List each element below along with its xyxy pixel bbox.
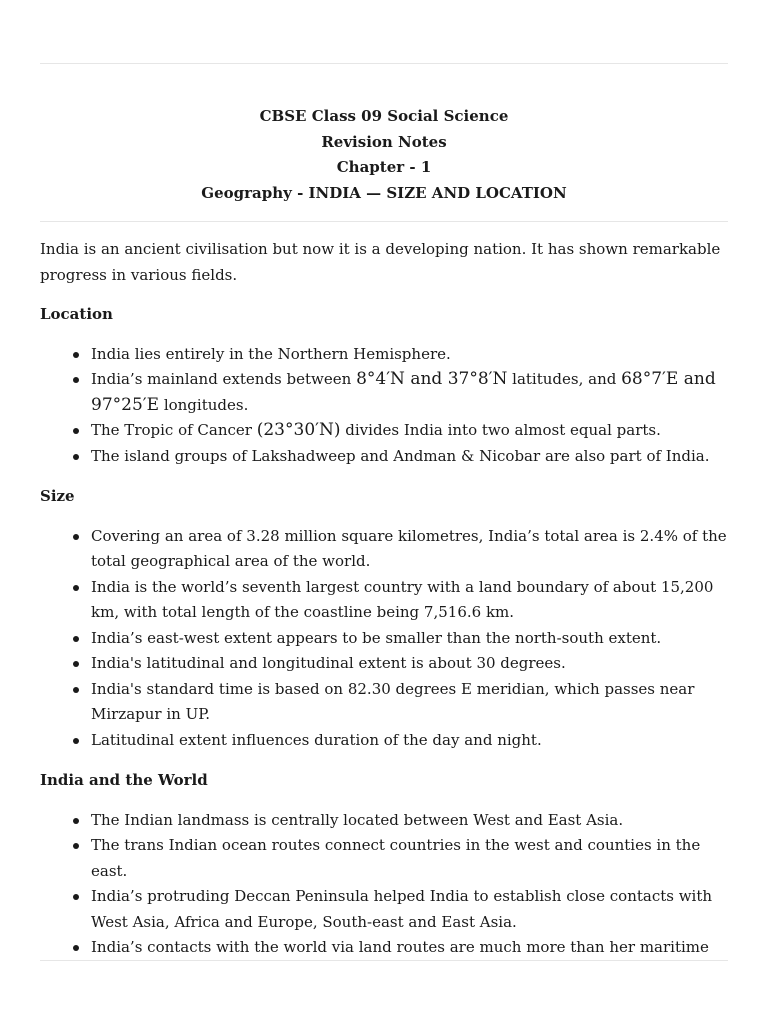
list-item-text: India lies entirely in the Northern Hemisphere. (91, 344, 451, 363)
longitude-range: 68°7′E and 97°25′E (91, 369, 716, 415)
list-item-text: India’s mainland extends between (91, 370, 357, 388)
list-item: India’s contacts with the world via land routes are much more than her maritime (91, 935, 728, 961)
header-subtitle: Revision Notes (321, 132, 447, 151)
list-item: India's standard time is based on 82.30 degrees E meridian, which passes near Mirzapur in UP. (91, 677, 728, 728)
list-item (91, 418, 728, 444)
list-item: Covering an area of 3.28 million square kilometres, India’s total area is 2.4% of the total geographical area of the world. (91, 524, 728, 575)
list-item-text: The island groups of Lakshadweep and Andman & Nicobar are also part of India. (91, 446, 710, 465)
top-divider (40, 63, 728, 64)
list-item-text: latitudes, and (507, 370, 622, 388)
list-item (91, 342, 728, 368)
list-item: India is the world’s seventh largest country with a land boundary of about 15,200 km, with total length of the coastline being 7,516.6 km. (91, 575, 728, 626)
list-item: The Indian landmass is centrally located between West and East Asia. (91, 808, 728, 834)
list-item: India's latitudinal and longitudinal extent is about 30 degrees. (91, 651, 728, 677)
location-list (40, 342, 728, 470)
section-heading-world: India and the World (40, 771, 208, 789)
document-body (40, 237, 728, 976)
list-item: The trans Indian ocean routes connect countries in the west and counties in the east. (91, 833, 728, 884)
header-class-title: CBSE Class 09 Social Science (259, 107, 509, 125)
list-item-text: The Tropic of Cancer (91, 421, 257, 439)
bottom-divider (40, 960, 728, 961)
tropic-latitude: (23°30′N) (256, 420, 341, 440)
section-heading-location: Location (40, 305, 113, 323)
document-header (40, 104, 728, 206)
header-divider (40, 221, 728, 222)
intro-paragraph: India is an ancient civilisation but now it is a developing nation. It has shown remarkable progress in various fields. (40, 240, 721, 284)
list-item-text: divides India into two almost equal parts. (340, 421, 661, 439)
list-item: Latitudinal extent influences duration of the day and night. (91, 728, 728, 754)
world-list (40, 808, 728, 961)
list-item (91, 367, 728, 418)
list-item: India’s protruding Deccan Peninsula helped India to establish close contacts with West Asia, Africa and Europe, South-east and East Asia. (91, 884, 728, 935)
header-chapter: Chapter - 1 (336, 158, 432, 176)
list-item: India’s east-west extent appears to be smaller than the north-south extent. (91, 626, 728, 652)
size-list (40, 524, 728, 754)
latitude-range: 8°4′N and 37°8′N (356, 369, 508, 389)
section-heading-size: Size (40, 487, 75, 505)
list-item (91, 444, 728, 470)
list-item-text: longitudes. (159, 395, 249, 414)
header-chapter-title: Geography - INDIA — SIZE AND LOCATION (201, 183, 567, 202)
